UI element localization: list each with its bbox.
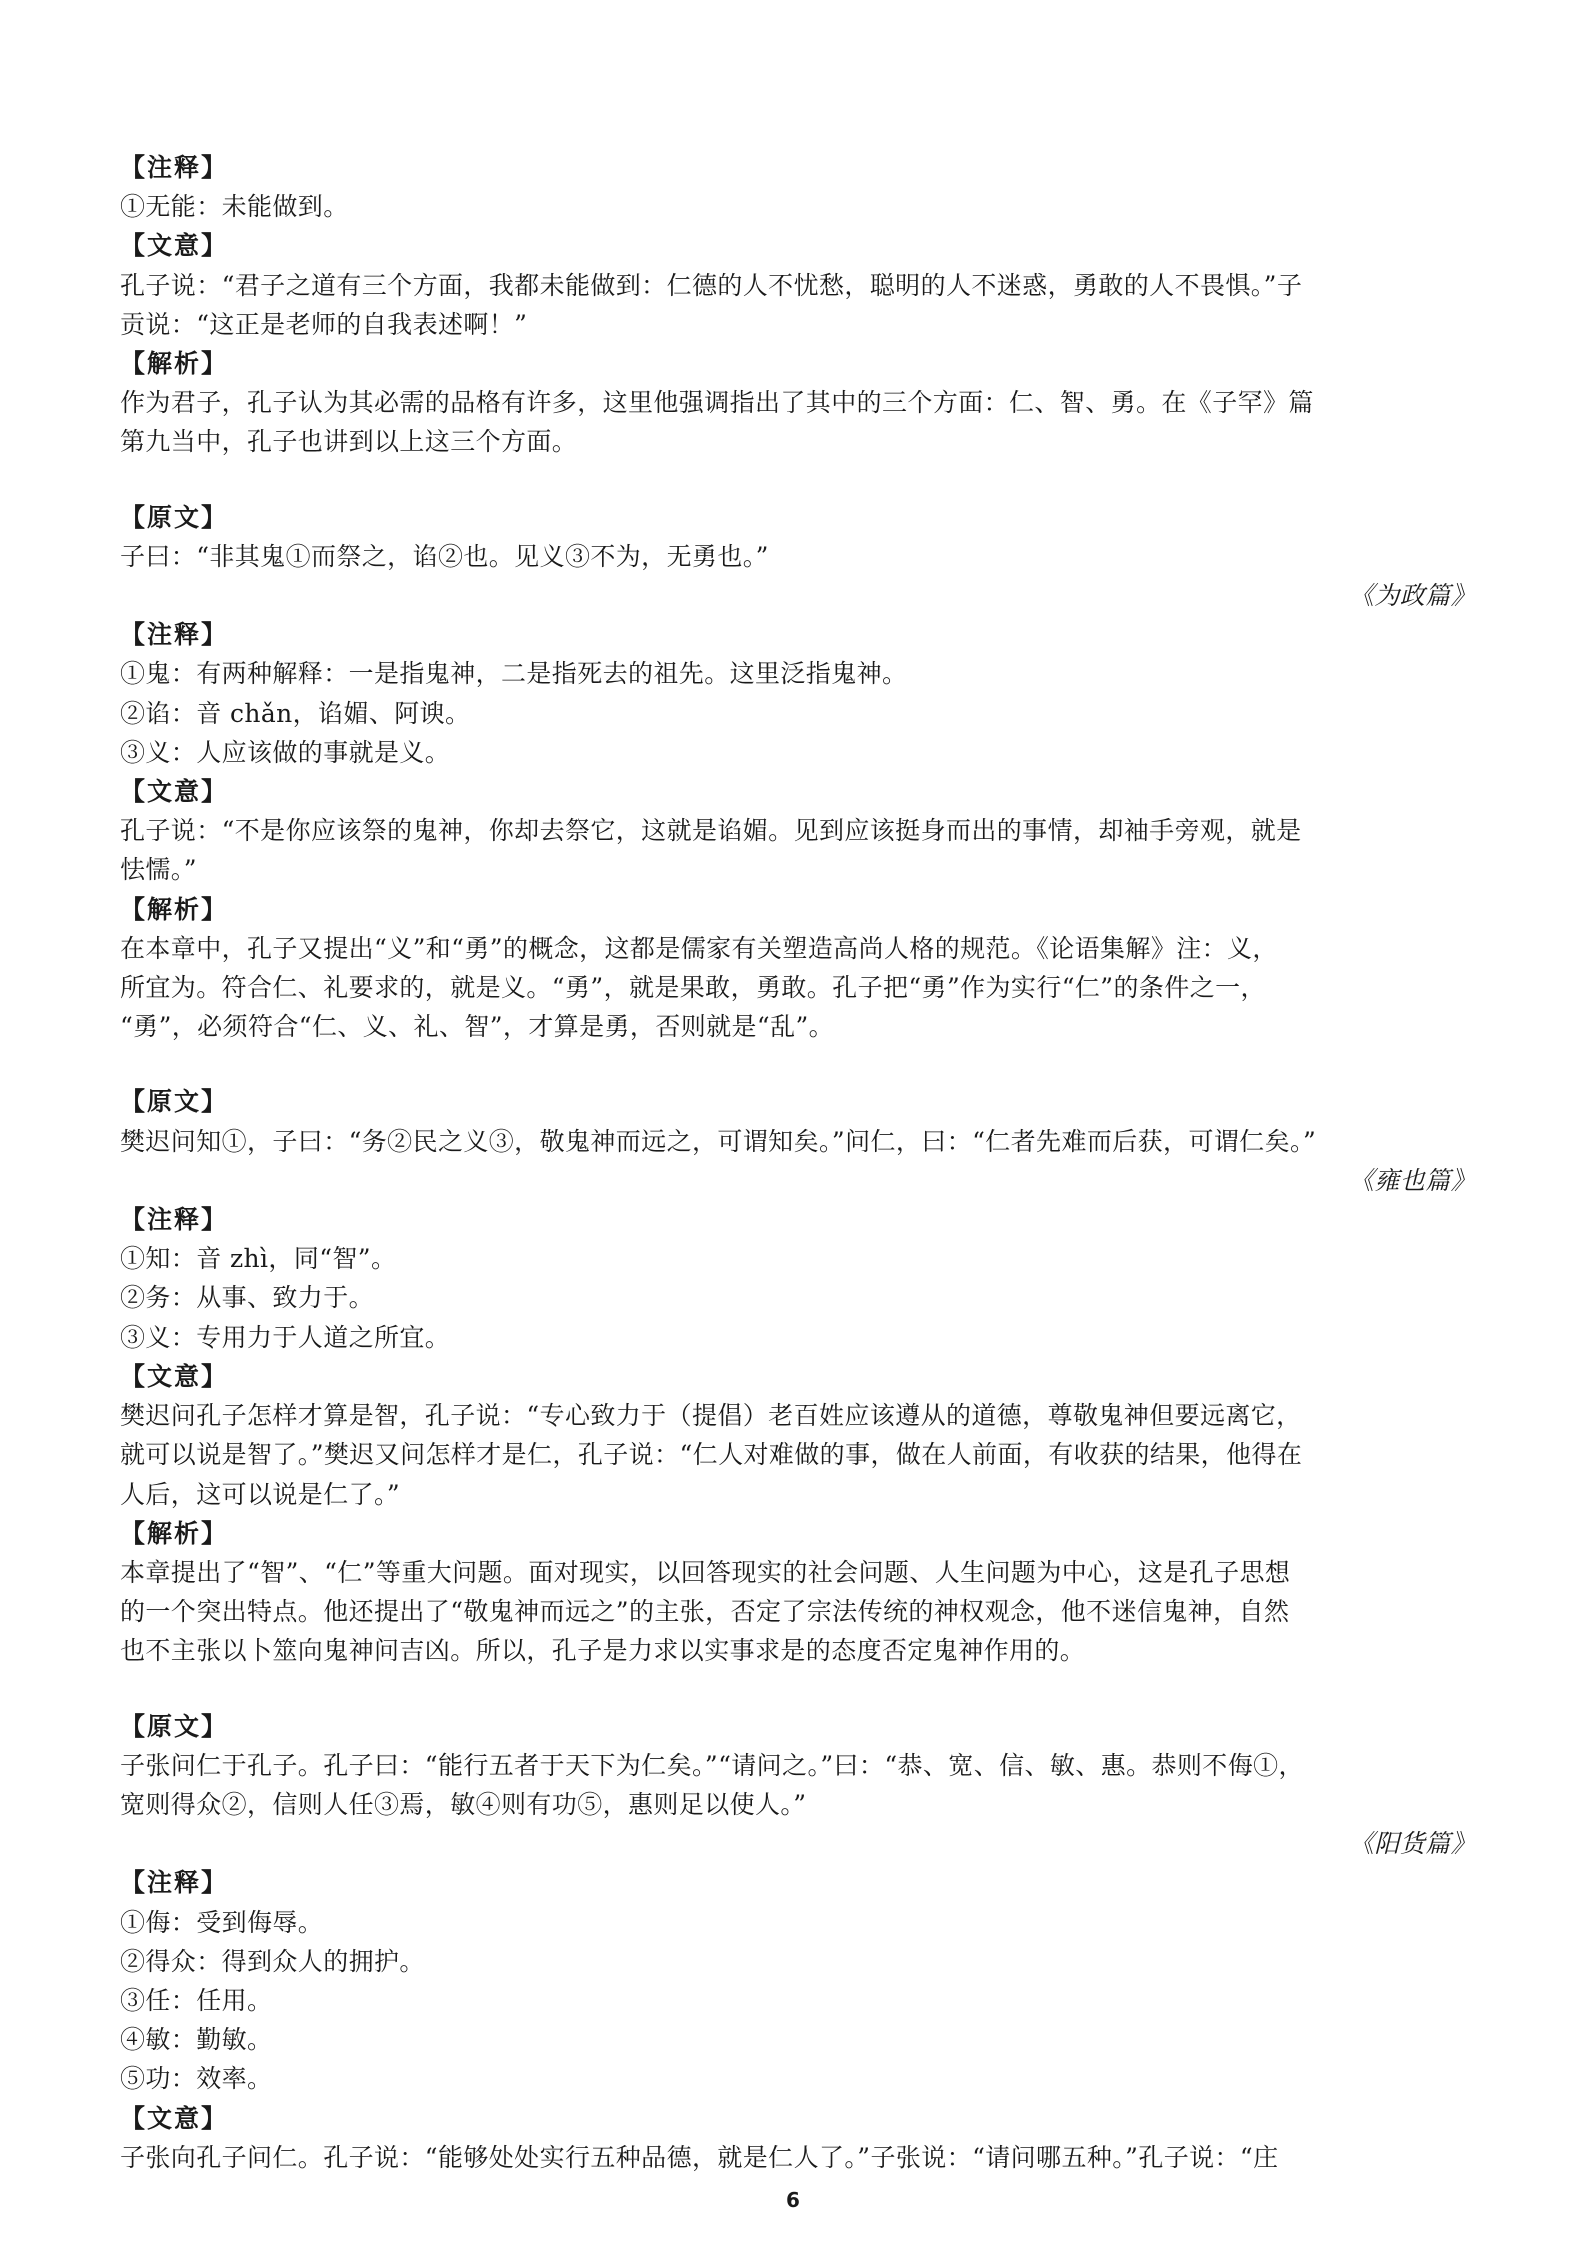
section-heading: 【文意】 — [120, 2103, 229, 2133]
text-line: ④敏：勤敏。 — [120, 2025, 273, 2055]
section-heading: 【原文】 — [120, 502, 229, 532]
text-line: 所宜为。符合仁、礼要求的，就是义。“勇”，就是果敢，勇敢。孔子把“勇”作为实行“仁”的条件之一， — [120, 973, 1266, 1003]
source-citation: 《阳货篇》 — [1348, 1829, 1476, 1859]
section-heading: 【注释】 — [120, 1868, 229, 1898]
section-heading: 【原文】 — [120, 1087, 229, 1117]
text-line: 子曰：“非其鬼①而祭之，谄②也。见义③不为，无勇也。” — [120, 541, 769, 571]
text-line: ②谄：音 chǎn，谄媚、阿谀。 — [120, 698, 471, 728]
text-line: 也不主张以卜筮向鬼神问吉凶。所以，孔子是力求以实事求是的态度否定鬼神作用的。 — [120, 1636, 1086, 1666]
source-citation: 《雍也篇》 — [1348, 1165, 1476, 1195]
section-gap — [120, 1671, 1476, 1707]
text-line: 本章提出了“智”、“仁”等重大问题。面对现实，以回答现实的社会问题、人生问题为中心，这是孔子思想 — [120, 1557, 1291, 1587]
section-gap — [120, 1046, 1476, 1082]
section-heading: 【注释】 — [120, 1205, 229, 1235]
text-line: 子张向孔子问仁。孔子说：“能够处处实行五种品德，就是仁人了。”子张说：“请问哪五种。”孔子说：“庄 — [120, 2142, 1279, 2172]
section-gap — [120, 462, 1476, 498]
text-line: “勇”，必须符合“仁、义、礼、智”，才算是勇，否则就是“乱”。 — [120, 1012, 835, 1042]
text-line: 怯懦。” — [120, 855, 197, 885]
text-line: 贡说：“这正是老师的自我表述啊！” — [120, 309, 528, 339]
text-line: 人后，这可以说是仁了。” — [120, 1479, 401, 1509]
text-line: 的一个突出特点。他还提出了“敬鬼神而远之”的主张，否定了宗法传统的神权观念，他不迷信鬼神，自然 — [120, 1597, 1290, 1627]
text-line: 孔子说：“不是你应该祭的鬼神，你却去祭它，这就是谄媚。见到应该挺身而出的事情，却袖手旁观，就是 — [120, 816, 1302, 846]
text-line: 樊迟问孔子怎样才算是智，孔子说：“专心致力于（提倡）老百姓应该遵从的道德，尊敬鬼神但要远离它， — [120, 1401, 1302, 1431]
text-line: 孔子说：“君子之道有三个方面，我都未能做到：仁德的人不忧愁，聪明的人不迷惑，勇敢的人不畏惧。”子 — [120, 270, 1303, 300]
section-heading: 【解析】 — [120, 894, 229, 924]
text-line: ①侮：受到侮辱。 — [120, 1907, 324, 1937]
text-line: ⑤功：效率。 — [120, 2064, 273, 2094]
text-line: 宽则得众②，信则人任③焉，敏④则有功⑤，惠则足以使人。” — [120, 1789, 807, 1819]
text-line: 樊迟问知①，子曰：“务②民之义③，敬鬼神而远之，可谓知矣。”问仁，曰：“仁者先难而后获，可谓仁矣。” — [120, 1126, 1317, 1156]
section-heading: 【文意】 — [120, 231, 229, 261]
text-line: ③义：人应该做的事就是义。 — [120, 737, 451, 767]
text-line: ③任：任用。 — [120, 1985, 273, 2015]
text-line: ①鬼：有两种解释：一是指鬼神，二是指死去的祖先。这里泛指鬼神。 — [120, 659, 908, 689]
text-line: 子张问仁于孔子。孔子曰：“能行五者于天下为仁矣。”“请问之。”曰：“恭、宽、信、敏、惠。恭则不侮①， — [120, 1750, 1304, 1780]
page-number: 6 — [786, 2188, 800, 2212]
section-heading: 【原文】 — [120, 1711, 229, 1741]
text-line: ①无能：未能做到。 — [120, 192, 349, 222]
text-line: ②务：从事、致力于。 — [120, 1283, 375, 1313]
text-line: ②得众：得到众人的拥护。 — [120, 1946, 425, 1976]
text-line: 在本章中，孔子又提出“义”和“勇”的概念，这都是儒家有关塑造高尚人格的规范。《论语集解》注：义， — [120, 933, 1278, 963]
text-line: 作为君子，孔子认为其必需的品格有许多，这里他强调指出了其中的三个方面：仁、智、勇。在《子罕》篇 — [120, 388, 1314, 418]
source-citation: 《为政篇》 — [1348, 581, 1476, 611]
section-heading: 【文意】 — [120, 777, 229, 807]
section-heading: 【文意】 — [120, 1361, 229, 1391]
section-heading: 【解析】 — [120, 1518, 229, 1548]
page-content — [120, 148, 1476, 2177]
text-line: ①知：音 zhì，同“智”。 — [120, 1244, 397, 1274]
section-heading: 【注释】 — [120, 153, 229, 182]
section-heading: 【注释】 — [120, 620, 229, 650]
text-line: 第九当中，孔子也讲到以上这三个方面。 — [120, 427, 578, 457]
section-heading: 【解析】 — [120, 349, 229, 379]
text-line: 就可以说是智了。”樊迟又问怎样才是仁，孔子说：“仁人对难做的事，做在人前面，有收获的结果，他得在 — [120, 1440, 1303, 1470]
text-line: ③义：专用力于人道之所宜。 — [120, 1322, 451, 1352]
